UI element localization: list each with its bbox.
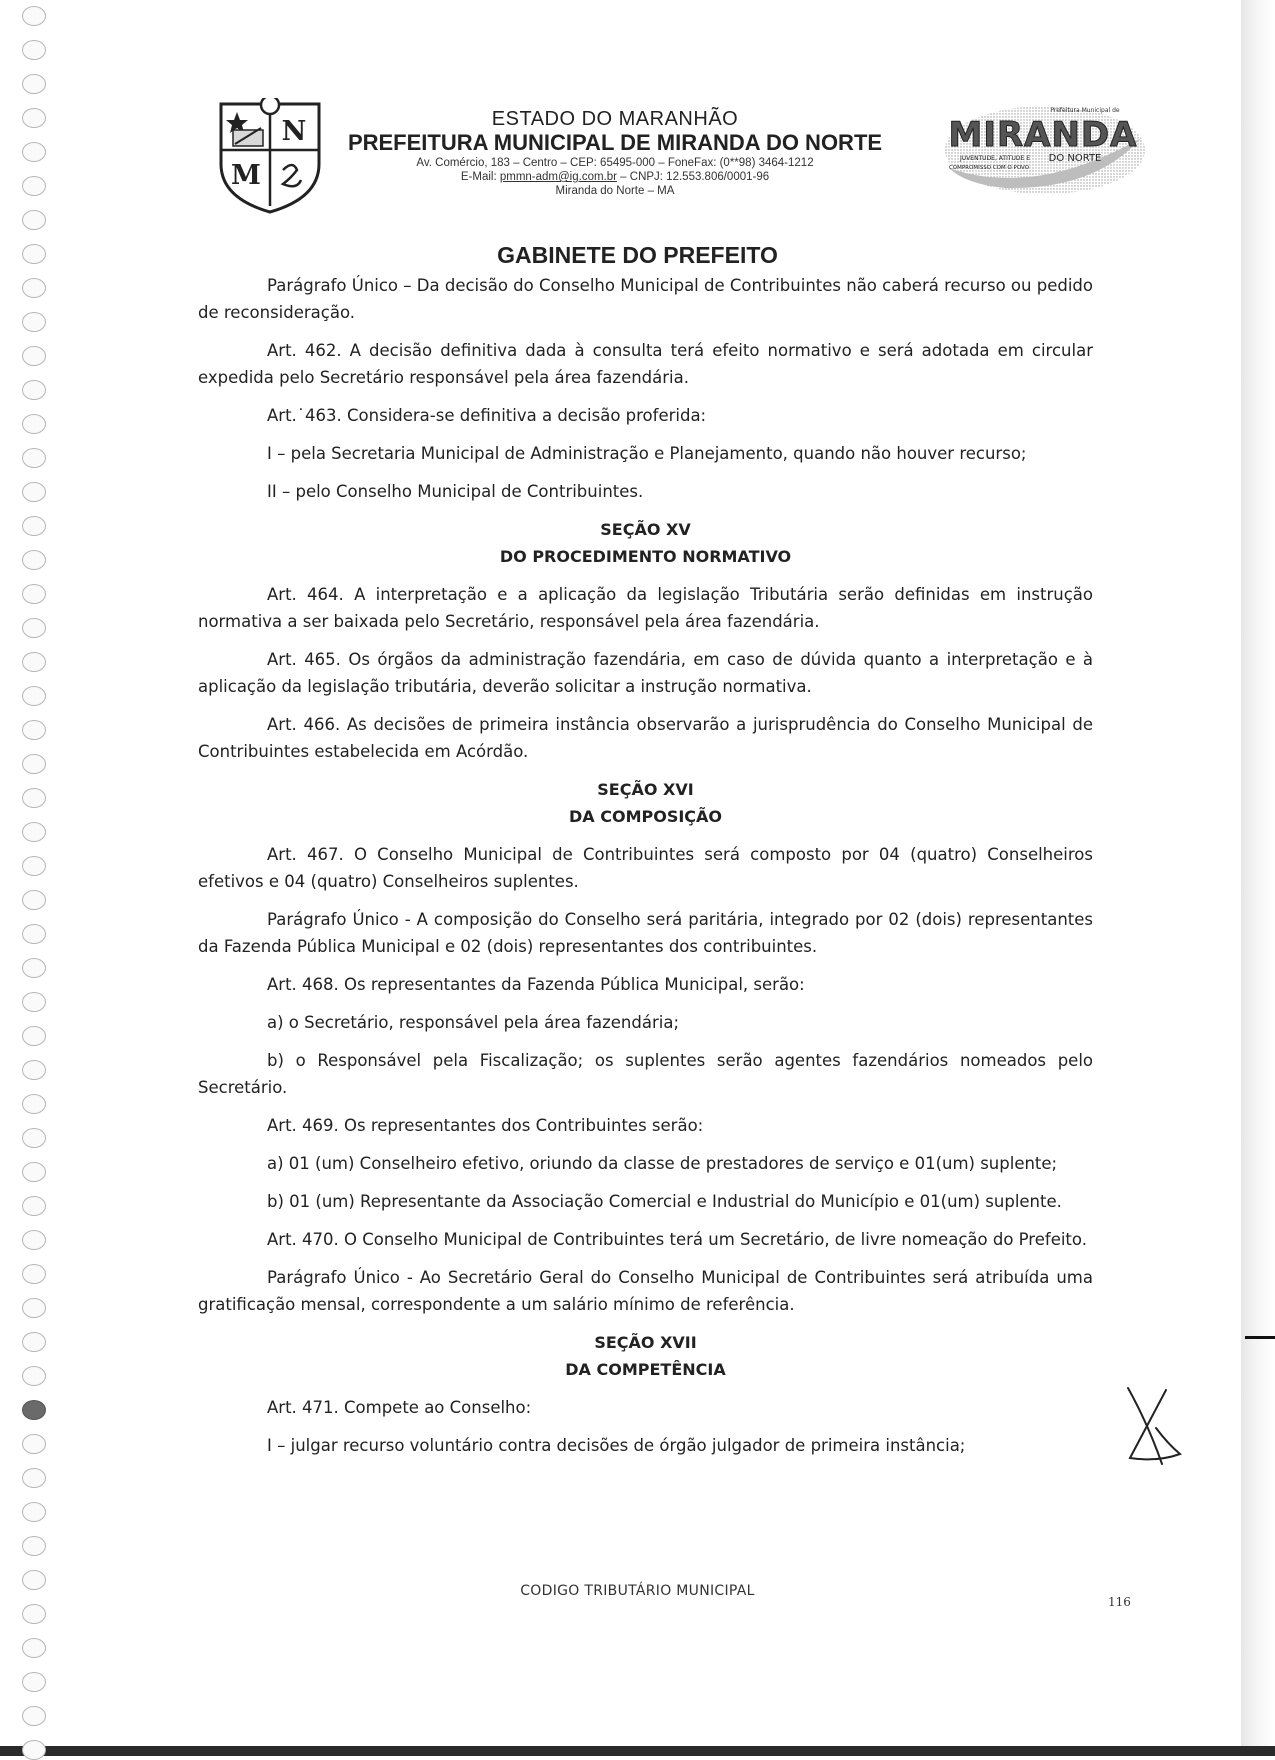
binding-ring bbox=[22, 1060, 46, 1080]
article-464: Art. 464. A interpretação e a aplicação da legislação Tributária serão definidas em instrução normativa a ser baixada pelo Secretário, responsável pela área fazendária. bbox=[198, 585, 1093, 631]
logo-slogan-text: JUVENTUDE, ATITUDE E bbox=[959, 155, 1031, 162]
item-a: a) 01 (um) Conselheiro efetivo, oriundo da classe de prestadores de serviço e 01(um) suplente; bbox=[267, 1154, 1058, 1173]
item-i: I – pela Secretaria Municipal de Administração e Planejamento, quando não houver recurso; bbox=[267, 444, 1027, 463]
binding-ring bbox=[22, 142, 46, 162]
section-title: DA COMPOSIÇÃO bbox=[568, 807, 723, 826]
paragraph: Parágrafo Único – Da decisão do Conselho Municipal de Contribuintes não caberá recurso ou pedido de reconsideração. bbox=[198, 276, 1093, 322]
miranda-logo-icon bbox=[945, 98, 1155, 208]
binding-ring bbox=[22, 1706, 46, 1726]
binding-ring bbox=[22, 312, 46, 332]
binding-ring bbox=[22, 482, 46, 502]
article-471: Art. 471. Compete ao Conselho: bbox=[267, 1398, 532, 1417]
binding-ring bbox=[22, 74, 46, 94]
document-body bbox=[198, 272, 1093, 1470]
binding-ring bbox=[22, 278, 46, 298]
letterhead bbox=[215, 98, 1155, 218]
state-name: ESTADO DO MARANHÃO bbox=[491, 108, 739, 130]
email-label: E-Mail: bbox=[460, 171, 497, 183]
address-line: Av. Comércio, 183 – Centro – CEP: 65495-000 – FoneFax: (0**98) 3464-1212 bbox=[416, 157, 814, 169]
municipal-crest-icon bbox=[215, 98, 325, 216]
binding-ring bbox=[22, 1094, 46, 1114]
section-number: SEÇÃO XVII bbox=[594, 1333, 697, 1352]
binding-ring bbox=[22, 1468, 46, 1488]
article-470: Art. 470. O Conselho Municipal de Contribuintes terá um Secretário, de livre nomeação do Prefeito. bbox=[267, 1230, 1087, 1249]
binding-ring bbox=[22, 890, 46, 910]
article-465: Art. 465. Os órgãos da administração fazendária, em caso de dúvida quanto a interpretação e à aplicação da legislação tributária, deverão solicitar a instrução normativa. bbox=[198, 650, 1093, 696]
binding-ring bbox=[22, 1400, 46, 1420]
binding-ring bbox=[22, 686, 46, 706]
binding-ring bbox=[22, 1366, 46, 1386]
cnpj-text: – CNPJ: 12.553.806/0001-96 bbox=[620, 171, 770, 183]
article-466: Art. 466. As decisões de primeira instância observarão a jurisprudência do Conselho Municipal de Contribuintes estabelecida em Acórdão. bbox=[198, 715, 1093, 761]
binding-ring bbox=[22, 618, 46, 638]
logo-sub-text: COMPROMISSO COM O POVO bbox=[948, 165, 1030, 171]
logo-miranda-text: MIRANDA bbox=[948, 115, 1138, 155]
binding-ring bbox=[22, 720, 46, 740]
binding-ring bbox=[22, 1026, 46, 1046]
binding-ring bbox=[22, 1230, 46, 1250]
binding-ring bbox=[22, 1434, 46, 1454]
article-463: Art.˙463. Considera-se definitiva a decisão proferida: bbox=[267, 406, 707, 425]
binding-ring bbox=[22, 788, 46, 808]
binding-ring bbox=[22, 584, 46, 604]
section-title: DO PROCEDIMENTO NORMATIVO bbox=[499, 547, 792, 566]
article-467: Art. 467. O Conselho Municipal de Contribuintes será composto por 04 (quatro) Conselheiros efetivos e 04 (quatro) Conselheiros suplentes. bbox=[198, 845, 1093, 891]
logo-do-norte-text: DO NORTE bbox=[1048, 153, 1102, 164]
binding-ring bbox=[22, 380, 46, 400]
email-address: pmmn-adm@ig.com.br bbox=[499, 171, 617, 183]
binding-ring bbox=[22, 414, 46, 434]
page-number: 116 bbox=[1108, 1595, 1131, 1609]
page-footer: CODIGO TRIBUTÁRIO MUNICIPAL bbox=[520, 1583, 755, 1599]
binding-ring bbox=[22, 516, 46, 536]
binding-ring bbox=[22, 176, 46, 196]
binding-ring bbox=[22, 40, 46, 60]
section-heading bbox=[198, 516, 1093, 570]
article-462: Art. 462. A decisão definitiva dada à consulta terá efeito normativo e será adotada em circular expedida pelo Secretário responsável pela área fazendária. bbox=[198, 341, 1093, 387]
logo-top-text: Prefeitura Municipal de bbox=[1050, 107, 1120, 114]
item-a: a) o Secretário, responsável pela área fazendária; bbox=[267, 1013, 680, 1032]
binding-ring bbox=[22, 210, 46, 230]
binding-ring bbox=[22, 754, 46, 774]
section-number: SEÇÃO XV bbox=[600, 520, 691, 539]
binding-ring bbox=[22, 6, 46, 26]
binding-ring bbox=[22, 652, 46, 672]
item-i: I – julgar recurso voluntário contra decisões de órgão julgador de primeira instância; bbox=[267, 1436, 966, 1455]
binding-ring bbox=[22, 856, 46, 876]
crest-letter-n: N bbox=[281, 116, 307, 147]
binding-ring bbox=[22, 550, 46, 570]
letterhead-text bbox=[335, 108, 895, 198]
gabinete-title: GABINETE DO PREFEITO bbox=[497, 242, 778, 268]
scan-bottom-edge bbox=[0, 1746, 1275, 1756]
city-line: Miranda do Norte – MA bbox=[555, 185, 675, 197]
binding-ring bbox=[22, 1264, 46, 1284]
item-b: b) 01 (um) Representante da Associação Comercial e Industrial do Município e 01(um) suplente. bbox=[267, 1192, 1062, 1211]
email-line bbox=[335, 170, 895, 184]
binding-ring bbox=[22, 1332, 46, 1352]
binding-ring bbox=[22, 1638, 46, 1658]
binding-ring bbox=[22, 1740, 46, 1760]
binding-ring bbox=[22, 1604, 46, 1624]
item-ii: II – pelo Conselho Municipal de Contribuintes. bbox=[267, 482, 644, 501]
binding-ring bbox=[22, 1502, 46, 1522]
binding-ring bbox=[22, 924, 46, 944]
paragraph: Parágrafo Único - Ao Secretário Geral do Conselho Municipal de Contribuintes será atribuída uma gratificação mensal, correspondente a um salário mínimo de referência. bbox=[198, 1268, 1093, 1314]
binding-ring bbox=[22, 992, 46, 1012]
section-number: SEÇÃO XVI bbox=[597, 780, 694, 799]
section-heading bbox=[198, 776, 1093, 830]
binding-ring bbox=[22, 1196, 46, 1216]
binding-ring bbox=[22, 346, 46, 366]
scan-edge-mark bbox=[1245, 1336, 1275, 1339]
binding-ring bbox=[22, 1672, 46, 1692]
section-heading bbox=[198, 1329, 1093, 1383]
binding-ring bbox=[22, 958, 46, 978]
prefeitura-name: PREFEITURA MUNICIPAL DE MIRANDA DO NORTE bbox=[347, 130, 883, 155]
section-title: DA COMPETÊNCIA bbox=[565, 1360, 726, 1379]
binding-ring bbox=[22, 822, 46, 842]
article-469: Art. 469. Os representantes dos Contribuintes serão: bbox=[267, 1116, 704, 1135]
signature-icon bbox=[1118, 1384, 1190, 1472]
binding-ring bbox=[22, 1536, 46, 1556]
binding-ring bbox=[22, 108, 46, 128]
crest-letter-m: M bbox=[231, 160, 261, 191]
paragraph: Parágrafo Único - A composição do Conselho será paritária, integrado por 02 (dois) representantes da Fazenda Pública Municipal e 02 (dois) representantes dos contribuintes. bbox=[198, 910, 1093, 956]
article-468: Art. 468. Os representantes da Fazenda Pública Municipal, serão: bbox=[267, 975, 805, 994]
binding-ring bbox=[22, 1162, 46, 1182]
binding-ring bbox=[22, 448, 46, 468]
binding-ring bbox=[22, 1298, 46, 1318]
binding-ring bbox=[22, 1128, 46, 1148]
item-b: b) o Responsável pela Fiscalização; os suplentes serão agentes fazendários nomeados pelo Secretário. bbox=[198, 1051, 1093, 1097]
